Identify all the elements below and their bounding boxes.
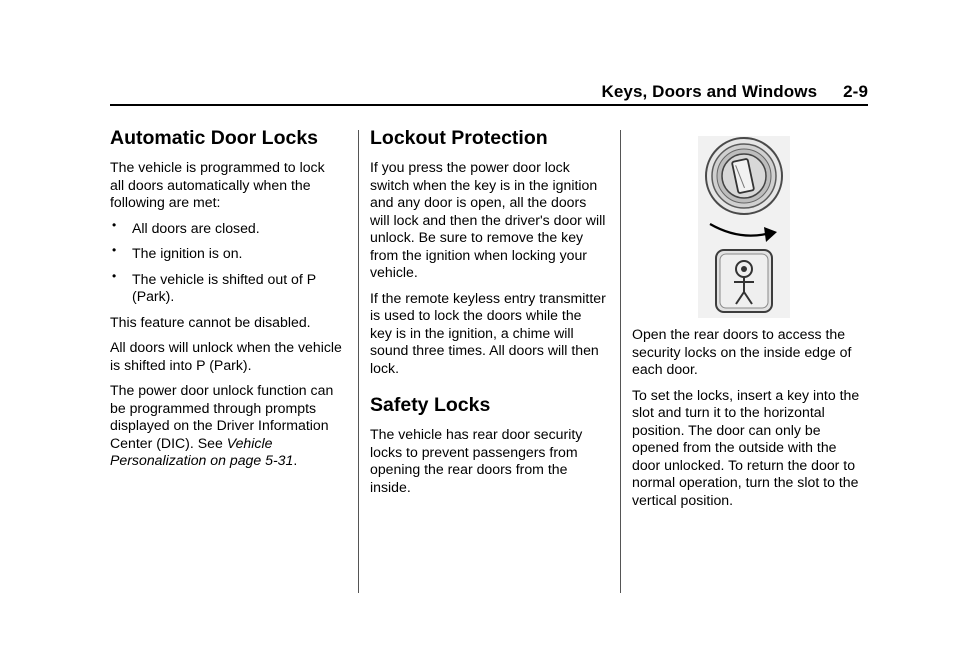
page-number: 2-9: [843, 82, 868, 101]
list-item: [110, 217, 342, 238]
list-item: [110, 268, 342, 306]
program-text-end: .: [293, 452, 298, 468]
list-item-text: All doors are closed.: [132, 219, 260, 236]
child-lock-icon: [716, 250, 772, 312]
program-paragraph: [110, 382, 342, 470]
safety-locks-paragraph: The vehicle has rear door security locks to prevent passengers from opening the rear doors from the inside.: [370, 426, 583, 495]
column-security-lock-instructions: [632, 326, 868, 517]
bullet-icon: •: [112, 268, 117, 283]
intro-paragraph: The vehicle is programmed to lock all doors automatically when the following are met:: [110, 159, 325, 210]
set-locks-paragraph: To set the locks, insert a key into the slot and turn it to the horizontal position. The door can only be opened from the outside with the door unlocked. To return the door to normal operation, turn the slot to the vertical position.: [632, 386, 860, 508]
list-item-text: The ignition is on.: [132, 245, 243, 261]
section-heading-automatic-door-locks: Automatic Door Locks: [110, 127, 319, 149]
column-automatic-door-locks: [110, 126, 342, 478]
page-header: [110, 82, 868, 106]
column-divider-2: [620, 130, 621, 593]
cross-reference-link[interactable]: Vehicle Personalization on page 5-31: [110, 434, 294, 468]
program-text: The power door unlock function can be programmed through prompts displayed on the Driver Information Center (DIC). See: [110, 382, 334, 451]
column-lockout-protection: [370, 126, 606, 504]
access-paragraph: Open the rear doors to access the security locks on the inside edge of each door.: [632, 326, 852, 377]
lockout-paragraph-2: If the remote keyless entry transmitter is used to lock the doors while the key is in the ignition, a chime will sound three times. All doors will then lock.: [370, 289, 606, 376]
bullet-icon: •: [112, 217, 117, 232]
unlock-paragraph: All doors will unlock when the vehicle is shifted into P (Park).: [110, 339, 342, 373]
turn-arrow-icon: [710, 224, 777, 242]
section-title: Keys, Doors and Windows: [601, 82, 818, 101]
section-heading-safety-locks: Safety Locks: [370, 394, 491, 416]
header-rule: [110, 104, 868, 106]
lockout-paragraph-1: If you press the power door lock switch when the key is in the ignition and any door is open, all the doors will lock and then the driver's door will unlock. Be sure to remove the key from the ignition when locking your vehicle.: [370, 159, 606, 280]
lock-knob-icon: [706, 138, 782, 214]
section-heading-lockout-protection: Lockout Protection: [370, 127, 548, 149]
security-lock-illustration: [698, 136, 790, 318]
list-item: [110, 245, 342, 263]
list-item-text: The vehicle is shifted out of P (Park).: [132, 270, 316, 304]
column-divider-1: [358, 130, 359, 593]
disable-paragraph: This feature cannot be disabled.: [110, 313, 311, 330]
bullet-icon: •: [112, 243, 117, 257]
